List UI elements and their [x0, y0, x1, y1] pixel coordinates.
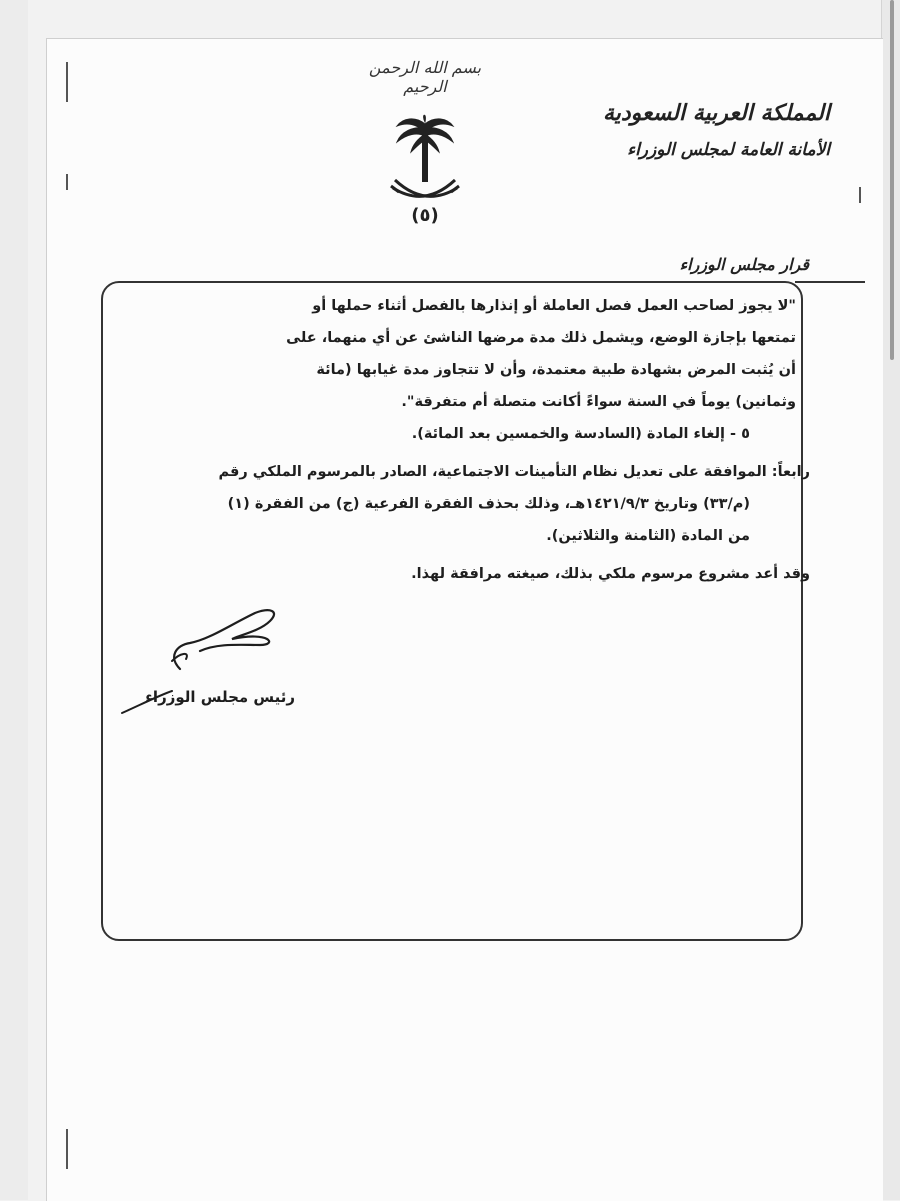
viewer-scrollbar-track[interactable]	[881, 0, 900, 1200]
scan-mark	[66, 174, 68, 190]
kingdom-title: المملكة العربية السعودية	[602, 100, 830, 126]
secretariat-title: الأمانة العامة لمجلس الوزراء	[627, 140, 830, 160]
decision-label: قرار مجلس الوزراء	[674, 255, 815, 274]
frame-top-extension	[795, 281, 865, 283]
quote-line: "لا يجوز لصاحب العمل فصل العاملة أو إنذارها بالفصل أثناء حملها أو	[312, 298, 796, 314]
scan-mark	[859, 187, 861, 203]
viewer-scrollbar-thumb[interactable]	[890, 0, 894, 360]
quote-line: أن يُثبت المرض بشهادة طبية معتمدة، وأن لا تتجاوز مدة غيابها (مائة	[316, 362, 796, 378]
closing-sentence: وقد أعد مشروع مرسوم ملكي بذلك، صيغته مرافقة لهذا.	[411, 566, 810, 582]
scan-mark	[66, 62, 68, 102]
fourth-clause-line: (م/٣٣) وتاريخ ١٤٢١/٩/٣هـ، وذلك بحذف الفقرة الفرعية (ج) من الفقرة (١)	[227, 496, 750, 512]
palm-and-swords-emblem-icon	[375, 110, 475, 214]
fourth-clause-line: من المادة (الثامنة والثلاثين).	[546, 528, 750, 544]
signatory-title: رئيس مجلس الوزراء	[145, 688, 295, 706]
quote-line: وثمانين) يوماً في السنة سواءً أكانت متصلة أم متفرقة".	[401, 394, 796, 410]
fourth-clause-text: الموافقة على تعديل نظام التأمينات الاجتماعية، الصادر بالمرسوم الملكي رقم	[218, 464, 767, 480]
decision-body	[120, 290, 810, 590]
fourth-clause-label: رابعاً:	[771, 464, 810, 480]
basmala-heading: بسم الله الرحمن الرحيم	[368, 58, 482, 96]
scan-mark	[66, 1129, 68, 1169]
item-5: ٥ - إلغاء المادة (السادسة والخمسين بعد المائة).	[411, 426, 750, 442]
page-number: (٥)	[411, 205, 439, 226]
quote-line: تمتعها بإجازة الوضع، ويشمل ذلك مدة مرضها الناشئ عن أي منهما، على	[286, 330, 796, 346]
viewer-left-margin	[0, 0, 28, 1200]
fourth-clause-line	[120, 456, 810, 488]
letterhead	[603, 100, 830, 172]
